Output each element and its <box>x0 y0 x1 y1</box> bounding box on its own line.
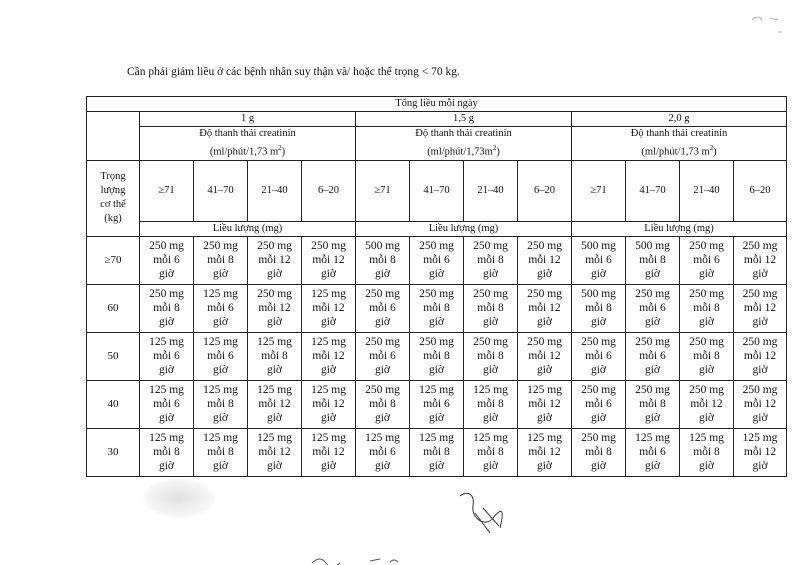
dose-cell <box>518 428 572 476</box>
dose-cell <box>194 284 248 332</box>
dose-unit: giờ <box>482 316 499 328</box>
table-row <box>87 236 787 284</box>
dose-interval: mỗi 8 <box>693 446 720 458</box>
dose-amount: 500 mg <box>635 240 670 252</box>
dose-interval: mỗi 8 <box>153 446 180 458</box>
dose-amount: 125 mg <box>203 336 238 348</box>
dose-cell <box>302 284 356 332</box>
dose-interval: mỗi 8 <box>477 254 504 266</box>
dose-unit: giờ <box>482 412 499 424</box>
dose-amount: 125 mg <box>149 336 184 348</box>
dose-unit: giờ <box>374 316 391 328</box>
dose-amount: 125 mg <box>473 432 508 444</box>
dose-cell <box>680 428 734 476</box>
dose-interval: mỗi 12 <box>258 398 291 410</box>
dose-amount: 125 mg <box>365 432 400 444</box>
clearance-band: 6–20 <box>302 160 356 221</box>
dose-amount: 250 mg <box>689 240 724 252</box>
dose-unit: giờ <box>644 460 661 472</box>
dose-amount: 250 mg <box>581 384 616 396</box>
dose-interval: mỗi 12 <box>312 254 345 266</box>
dose-interval: mỗi 6 <box>639 350 666 362</box>
dose-cell <box>302 236 356 284</box>
dose-cell <box>248 332 302 380</box>
intro-text: Cần phải giảm liều ở các bệnh nhân suy thận và/ hoặc thể trọng < 70 kg. <box>127 66 460 78</box>
dose-unit: giờ <box>536 268 553 280</box>
dose-unit: giờ <box>428 412 445 424</box>
dosage-table <box>86 96 787 477</box>
dose-unit: giờ <box>590 412 607 424</box>
dose-amount: 250 mg <box>742 336 778 348</box>
dose-unit: giờ <box>266 316 283 328</box>
dose-unit: giờ <box>428 460 445 472</box>
dose-cell <box>680 236 734 284</box>
dose-interval: mỗi 12 <box>743 302 777 314</box>
dose-amount: 250 mg <box>203 240 238 252</box>
dose-cell <box>680 332 734 380</box>
table-row <box>87 380 787 428</box>
dose-cell <box>248 380 302 428</box>
dose-amount: 125 mg <box>149 384 184 396</box>
corner-scribble <box>750 10 790 40</box>
dose-unit: giờ <box>644 268 661 280</box>
dose-cell <box>410 332 464 380</box>
dose-amount: 125 mg <box>311 384 346 396</box>
dose-cell <box>464 284 518 332</box>
dose-cell <box>518 284 572 332</box>
dose-amount: 125 mg <box>257 336 292 348</box>
dose-interval: mỗi 8 <box>639 254 666 266</box>
total-dose-header: Tổng liều mỗi ngày <box>87 97 787 112</box>
dose-amount: 250 mg <box>742 240 778 252</box>
dose-unit: giờ <box>374 460 391 472</box>
dose-amount: 250 mg <box>689 336 724 348</box>
dose-interval: mỗi 12 <box>312 302 345 314</box>
clearance-header-1-5g <box>356 127 572 161</box>
dose-amount: 125 mg <box>419 384 454 396</box>
clearance-unit: (ml/phút/1,73 $m^2$) <box>641 144 717 158</box>
dose-amount: 125 mg <box>311 288 346 300</box>
dose-unit: giờ <box>158 364 175 376</box>
dose-interval: mỗi 8 <box>423 446 450 458</box>
dose-amount: 250 mg <box>473 336 508 348</box>
dose-amount: 250 mg <box>365 384 400 396</box>
dose-unit: giờ <box>158 412 175 424</box>
dose-cell <box>734 332 787 380</box>
dose-amount: 125 mg <box>473 384 508 396</box>
dose-unit: giờ <box>698 268 715 280</box>
dose-cell <box>734 284 787 332</box>
clearance-unit: (ml/phút/1,73 $m^2$) <box>209 144 286 158</box>
dose-amount: 250 mg <box>742 288 778 300</box>
dose-unit: giờ <box>320 364 337 376</box>
dose-amount: 125 mg <box>203 432 238 444</box>
dose-interval: mỗi 12 <box>528 302 561 314</box>
dose-interval: mỗi 6 <box>639 302 666 314</box>
dose-unit: giờ <box>590 364 607 376</box>
dose-unit: giờ <box>698 316 715 328</box>
dose-amount: 250 mg <box>419 288 454 300</box>
dose-amount: 125 mg <box>257 384 292 396</box>
dose-interval: mỗi 6 <box>153 350 180 362</box>
dose-cell <box>464 428 518 476</box>
dose-unit: giờ <box>482 460 499 472</box>
dose-unit: giờ <box>536 460 553 472</box>
clearance-title: Độ thanh thải creatinin <box>415 128 512 139</box>
dose-cell <box>518 236 572 284</box>
dose-unit: giờ <box>698 460 715 472</box>
dose-interval: mỗi 8 <box>207 446 234 458</box>
dose-cell <box>680 284 734 332</box>
dose-amount: 250 mg <box>527 336 562 348</box>
clearance-header-2g <box>572 127 787 161</box>
dose-cell <box>626 284 680 332</box>
dose-interval: mỗi 6 <box>369 350 396 362</box>
dose-unit: giờ <box>428 316 445 328</box>
dose-amount: 125 mg <box>149 432 184 444</box>
dose-interval: mỗi 8 <box>477 302 504 314</box>
dose-cell <box>626 428 680 476</box>
dose-amount: 250 mg <box>257 288 292 300</box>
weight-cell: 40 <box>87 380 140 428</box>
dose-cell <box>248 428 302 476</box>
dose-interval: mỗi 6 <box>423 398 450 410</box>
dose-interval: mỗi 8 <box>423 302 450 314</box>
dose-unit: giờ <box>428 364 445 376</box>
dose-cell <box>572 428 626 476</box>
dose-cell <box>572 380 626 428</box>
dose-interval: mỗi 12 <box>312 446 345 458</box>
dose-cell <box>140 428 194 476</box>
dose-amount: 500 mg <box>365 240 400 252</box>
dose-unit: giờ <box>212 364 229 376</box>
dose-interval: mỗi 6 <box>369 446 396 458</box>
dose-interval: mỗi 12 <box>258 302 291 314</box>
dose-cell <box>734 380 787 428</box>
dose-cell <box>194 380 248 428</box>
dose-cell <box>302 380 356 428</box>
clearance-band: 21–40 <box>680 160 734 221</box>
dose-amount: 250 mg <box>689 384 724 396</box>
clearance-band: 21–40 <box>248 160 302 221</box>
dose-interval: mỗi 8 <box>477 446 504 458</box>
dose-unit: giờ <box>212 412 229 424</box>
dose-amount: 250 mg <box>527 240 562 252</box>
clearance-band: 41–70 <box>194 160 248 221</box>
dose-cell <box>410 380 464 428</box>
dose-amount: 250 mg <box>635 288 670 300</box>
dose-cell <box>626 380 680 428</box>
dose-cell <box>140 284 194 332</box>
dose-interval: mỗi 12 <box>743 350 777 362</box>
dose-amount: 125 mg <box>689 432 724 444</box>
dose-unit: giờ <box>590 460 607 472</box>
dose-cell <box>410 428 464 476</box>
dose-unit: giờ <box>590 268 607 280</box>
clearance-band: 41–70 <box>626 160 680 221</box>
dose-amount: 500 mg <box>581 240 616 252</box>
dose-cell <box>140 380 194 428</box>
clearance-band: ≥71 <box>572 160 626 221</box>
dose-amount: 250 mg <box>365 288 400 300</box>
dose-unit: giờ <box>698 364 715 376</box>
dose-cell <box>518 380 572 428</box>
dose-amount: 250 mg <box>635 384 670 396</box>
dose-amount: 125 mg <box>203 288 238 300</box>
dose-unit: giờ <box>536 364 553 376</box>
clearance-header-1g <box>140 127 356 161</box>
dose-unit: giờ <box>644 316 661 328</box>
dose-amount: 125 mg <box>257 432 292 444</box>
dose-cell <box>572 236 626 284</box>
dose-cell <box>464 380 518 428</box>
dose-1-5g-header: 1,5 g <box>356 112 572 127</box>
dose-interval: mỗi 12 <box>312 398 345 410</box>
clearance-band: 41–70 <box>410 160 464 221</box>
dose-cell <box>680 380 734 428</box>
weight-cell: 60 <box>87 284 140 332</box>
dose-unit: giờ <box>374 268 391 280</box>
dose-amount: 250 mg <box>635 336 670 348</box>
dose-cell <box>302 428 356 476</box>
dose-interval: mỗi 6 <box>423 254 450 266</box>
weight-header: Trọng lượng cơ thể (kg) <box>87 160 140 236</box>
dose-amount: 125 mg <box>742 432 778 444</box>
dose-amount: 125 mg <box>203 384 238 396</box>
clearance-band: ≥71 <box>356 160 410 221</box>
clearance-band: 21–40 <box>464 160 518 221</box>
dose-interval: mỗi 8 <box>207 254 234 266</box>
dose-unit: giờ <box>644 364 661 376</box>
dose-amount: 500 mg <box>581 288 616 300</box>
clearance-band: 6–20 <box>518 160 572 221</box>
dose-unit: giờ <box>428 268 445 280</box>
dose-unit: giờ <box>212 460 229 472</box>
unit-label: Liều lượng (mg) <box>356 221 572 236</box>
dose-interval: mỗi 8 <box>207 398 234 410</box>
dose-unit: giờ <box>752 268 768 280</box>
stamp-mark <box>143 478 215 518</box>
dose-interval: mỗi 8 <box>477 350 504 362</box>
dose-interval: mỗi 12 <box>743 398 777 410</box>
dose-interval: mỗi 8 <box>261 350 288 362</box>
dose-cell <box>356 332 410 380</box>
dose-interval: mỗi 12 <box>743 446 777 458</box>
dose-cell <box>572 284 626 332</box>
dose-unit: giờ <box>644 412 661 424</box>
dose-cell <box>356 428 410 476</box>
weight-cell: 30 <box>87 428 140 476</box>
dose-amount: 125 mg <box>527 384 562 396</box>
dose-interval: mỗi 8 <box>153 302 180 314</box>
dose-amount: 250 mg <box>581 432 616 444</box>
table-row <box>87 428 787 476</box>
dose-unit: giờ <box>536 316 553 328</box>
dose-unit: giờ <box>698 412 715 424</box>
dose-cell <box>140 236 194 284</box>
dose-amount: 250 mg <box>742 384 778 396</box>
dose-amount: 125 mg <box>311 432 346 444</box>
dose-unit: giờ <box>320 412 337 424</box>
clearance-band: ≥71 <box>140 160 194 221</box>
dose-1g-header: 1 g <box>140 112 356 127</box>
dose-interval: mỗi 12 <box>258 254 291 266</box>
dose-amount: 125 mg <box>419 432 454 444</box>
dose-amount: 250 mg <box>473 288 508 300</box>
dose-interval: mỗi 8 <box>639 398 666 410</box>
dose-amount: 250 mg <box>311 240 346 252</box>
clearance-unit: $(ml/phút/1,73m^2)$ <box>427 144 500 158</box>
dose-amount: 125 mg <box>635 432 670 444</box>
dose-cell <box>518 332 572 380</box>
dose-interval: mỗi 8 <box>369 254 396 266</box>
dose-cell <box>410 284 464 332</box>
dose-unit: giờ <box>212 268 229 280</box>
dose-cell <box>356 284 410 332</box>
table-row <box>87 332 787 380</box>
dose-cell <box>140 332 194 380</box>
dose-amount: 250 mg <box>419 240 454 252</box>
dose-unit: giờ <box>320 316 337 328</box>
dose-interval: mỗi 12 <box>528 254 561 266</box>
dose-unit: giờ <box>482 364 499 376</box>
dose-unit: giờ <box>536 412 553 424</box>
weight-cell: 50 <box>87 332 140 380</box>
dose-cell <box>464 332 518 380</box>
dose-interval: mỗi 8 <box>585 302 612 314</box>
dose-interval: mỗi 12 <box>743 254 777 266</box>
dose-unit: giờ <box>374 412 391 424</box>
dose-interval: mỗi 6 <box>693 254 720 266</box>
dose-amount: 250 mg <box>149 288 184 300</box>
dose-interval: mỗi 6 <box>585 398 612 410</box>
dose-cell <box>410 236 464 284</box>
dose-amount: 125 mg <box>527 432 562 444</box>
dose-cell <box>248 236 302 284</box>
dose-unit: giờ <box>752 316 768 328</box>
dose-interval: mỗi 8 <box>693 302 720 314</box>
dose-cell <box>194 236 248 284</box>
dose-interval: mỗi 6 <box>639 446 666 458</box>
dose-unit: giờ <box>266 364 283 376</box>
dose-unit: giờ <box>374 364 391 376</box>
dose-cell <box>302 332 356 380</box>
dose-unit: giờ <box>320 268 337 280</box>
dose-cell <box>734 428 787 476</box>
dose-unit: giờ <box>266 460 283 472</box>
dose-cell <box>464 236 518 284</box>
table-row <box>87 284 787 332</box>
dose-unit: giờ <box>158 460 175 472</box>
dose-interval: mỗi 12 <box>690 398 723 410</box>
dose-amount: 250 mg <box>149 240 184 252</box>
dose-cell <box>572 332 626 380</box>
dose-unit: giờ <box>752 460 768 472</box>
dose-unit: giờ <box>158 268 175 280</box>
unit-label: Liều lượng (mg) <box>140 221 356 236</box>
dose-interval: mỗi 12 <box>312 350 345 362</box>
dose-cell <box>194 428 248 476</box>
dose-unit: giờ <box>752 412 768 424</box>
dose-amount: 250 mg <box>365 336 400 348</box>
dose-interval: mỗi 8 <box>693 350 720 362</box>
clearance-title: Độ thanh thải creatinin <box>199 128 296 139</box>
dose-unit: giờ <box>266 268 283 280</box>
dose-interval: mỗi 12 <box>528 350 561 362</box>
dose-amount: 250 mg <box>257 240 292 252</box>
dose-cell <box>734 236 787 284</box>
clearance-title: Độ thanh thải creatinin <box>630 128 728 139</box>
dose-unit: giờ <box>212 316 229 328</box>
dose-cell <box>356 236 410 284</box>
dose-interval: mỗi 6 <box>369 302 396 314</box>
dose-amount: 250 mg <box>419 336 454 348</box>
blank-corner <box>87 112 140 161</box>
signature-mark <box>455 488 515 538</box>
dose-amount: 250 mg <box>581 336 616 348</box>
dose-amount: 250 mg <box>473 240 508 252</box>
dose-unit: giờ <box>158 316 175 328</box>
clearance-band: 6–20 <box>734 160 787 221</box>
unit-label: Liều lượng (mg) <box>572 221 787 236</box>
dose-cell <box>248 284 302 332</box>
dose-unit: giờ <box>590 316 607 328</box>
dose-interval: mỗi 6 <box>207 350 234 362</box>
dose-unit: giờ <box>266 412 283 424</box>
dose-interval: mỗi 8 <box>477 398 504 410</box>
dose-interval: mỗi 6 <box>153 398 180 410</box>
dose-interval: mỗi 6 <box>153 254 180 266</box>
dose-amount: 250 mg <box>527 288 562 300</box>
dose-interval: mỗi 12 <box>528 446 561 458</box>
dose-unit: giờ <box>482 268 499 280</box>
dose-cell <box>626 236 680 284</box>
bottom-scribble <box>310 555 410 565</box>
weight-cell: ≥70 <box>87 236 140 284</box>
dose-2g-header: 2,0 g <box>572 112 787 127</box>
dose-interval: mỗi 8 <box>585 446 612 458</box>
dose-cell <box>194 332 248 380</box>
dose-cell <box>626 332 680 380</box>
dose-interval: mỗi 6 <box>585 350 612 362</box>
dose-cell <box>356 380 410 428</box>
dose-interval: mỗi 8 <box>423 350 450 362</box>
dose-amount: 125 mg <box>311 336 346 348</box>
dose-unit: giờ <box>320 460 337 472</box>
dose-unit: giờ <box>752 364 768 376</box>
dose-amount: 250 mg <box>689 288 724 300</box>
dose-interval: mỗi 12 <box>528 398 561 410</box>
dose-interval: mỗi 8 <box>369 398 396 410</box>
dose-interval: mỗi 12 <box>258 446 291 458</box>
dose-interval: mỗi 6 <box>207 302 234 314</box>
dose-interval: mỗi 6 <box>585 254 612 266</box>
